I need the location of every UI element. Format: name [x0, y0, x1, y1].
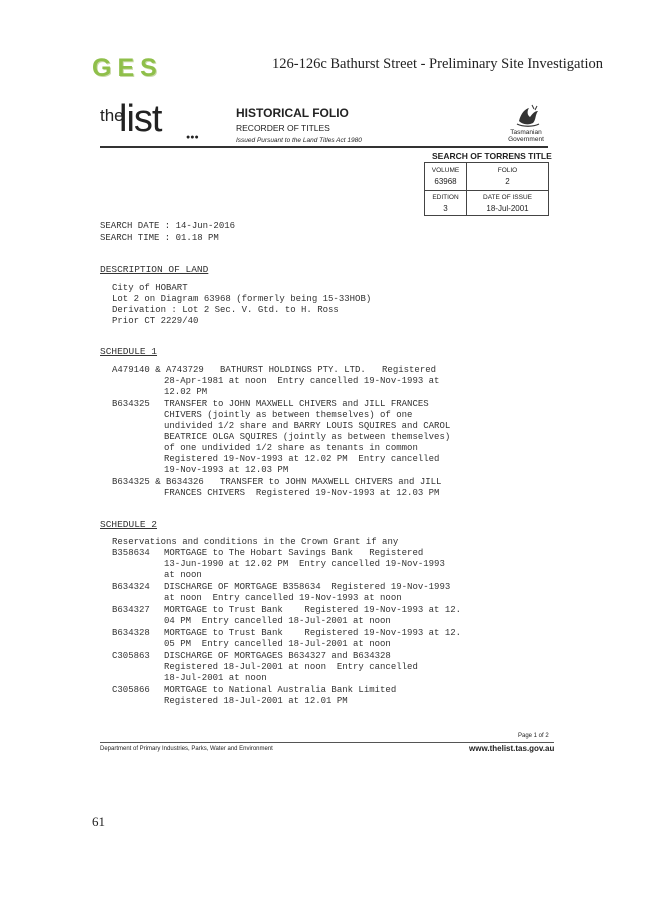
volume-value: 63968: [434, 177, 457, 186]
schedule-2-entry-line: MORTGAGE to Trust Bank Registered 19-Nov-1993 at 12.: [164, 605, 462, 615]
schedule-2-entry-line: 04 PM Entry cancelled 18-Jul-2001 at noon: [164, 616, 391, 626]
schedule-1-entry-line: Registered 19-Nov-1993 at 12.02 PM Entry cancelled: [164, 454, 440, 464]
edition-value: 3: [443, 204, 448, 213]
schedule-2-entry-ref: B634328: [112, 628, 150, 638]
schedule-1-entry-ref: A479140 & A743729: [112, 365, 204, 375]
schedule-1-entry-line: BEATRICE OLGA SQUIRES (jointly as between themselves): [164, 432, 451, 442]
folio-value: 2: [505, 177, 510, 186]
title-reference-box: [424, 162, 549, 216]
schedule-2-entry-line: at noon Entry cancelled 19-Nov-1993 at noon: [164, 593, 402, 603]
schedule-2-entry-line: MORTGAGE to The Hobart Savings Bank Registered: [164, 548, 424, 558]
schedule-2-entry-line: DISCHARGE OF MORTGAGE B358634 Registered 19-Nov-1993: [164, 582, 451, 592]
description-line: Lot 2 on Diagram 63968 (formerly being 15-33HOB): [112, 294, 372, 304]
schedule-1-entry-line: 28-Apr-1981 at noon Entry cancelled 19-Nov-1993 at: [164, 376, 440, 386]
issued-pursuant-text: Issued Pursuant to the Land Titles Act 1980: [236, 137, 362, 144]
description-line: Prior CT 2229/40: [112, 316, 199, 326]
footer-rule: [100, 742, 554, 743]
date-of-issue-label: DATE OF ISSUE: [483, 194, 532, 201]
schedule-2-entry-ref: C305866: [112, 685, 150, 695]
schedule-1-entry-line: 19-Nov-1993 at 12.03 PM: [164, 465, 289, 475]
tasmanian-government-text: [500, 129, 552, 143]
tasmanian-government-logo-icon: [505, 103, 550, 129]
thelist-logo: [97, 98, 212, 146]
schedule-1-entry-line: BATHURST HOLDINGS PTY. LTD. Registered: [220, 365, 437, 375]
schedule-1-entry-line: 12.02 PM: [164, 387, 208, 397]
schedule-2-entry-line: 05 PM Entry cancelled 18-Jul-2001 at noon: [164, 639, 391, 649]
search-date: SEARCH DATE : 14-Jun-2016: [100, 221, 236, 231]
schedule-2-entry-ref: B358634: [112, 548, 150, 558]
schedule-2-intro: Reservations and conditions in the Crown Grant if any: [112, 537, 399, 547]
date-of-issue-value: 18-Jul-2001: [486, 204, 529, 213]
schedule-2-entry-line: Registered 18-Jul-2001 at noon Entry cancelled: [164, 662, 418, 672]
thelist-logo-dots: ●●●: [186, 134, 199, 141]
search-time: SEARCH TIME : 01.18 PM: [100, 233, 219, 243]
schedule-1-entry-line: TRANSFER to JOHN MAXWELL CHIVERS and JILL: [220, 477, 442, 487]
schedule-2-entry-ref: B634324: [112, 582, 150, 592]
schedule-2-entry-line: at noon: [164, 570, 202, 580]
schedule-1-entry-line: TRANSFER to JOHN MAXWELL CHIVERS and JILL FRANCES: [164, 399, 429, 409]
schedule-2-entry-ref: B634327: [112, 605, 150, 615]
schedule-1-entry-ref: B634325 & B634326: [112, 477, 204, 487]
header-rule: [100, 146, 548, 148]
ges-logo: [92, 54, 188, 84]
schedule-1-entry-line: CHIVERS (jointly as between themselves) of one: [164, 410, 413, 420]
volume-label: VOLUME: [431, 167, 460, 174]
ges-logo-text: GES: [92, 54, 163, 82]
schedule-1-entry-line: of one undivided 1/2 share as tenants in common: [164, 443, 418, 453]
schedule-1-entry-ref: B634325: [112, 399, 150, 409]
page-indicator: Page 1 of 2: [518, 733, 549, 739]
thelist-logo-list: list: [119, 98, 162, 140]
schedule-2-entry-line: MORTGAGE to Trust Bank Registered 19-Nov-1993 at 12.: [164, 628, 462, 638]
gov-text-line-2: Government: [508, 136, 544, 143]
schedule-2-entry-line: Registered 18-Jul-2001 at 12.01 PM: [164, 696, 348, 706]
document-header-title: 126-126c Bathurst Street - Preliminary Site Investigation: [272, 56, 604, 72]
recorder-of-titles: RECORDER OF TITLES: [236, 123, 330, 133]
schedule-2-entry-line: 18-Jul-2001 at noon: [164, 673, 267, 683]
folio-label: FOLIO: [497, 167, 518, 174]
footer-department: Department of Primary Industries, Parks, Water and Environment: [100, 746, 273, 752]
schedule-1-heading: SCHEDULE 1: [100, 346, 158, 357]
schedule-2-entry-ref: C305863: [112, 651, 150, 661]
description-line: Derivation : Lot 2 Sec. V. Gtd. to H. Ross: [112, 305, 339, 315]
schedule-2-entry-line: MORTGAGE to National Australia Bank Limited: [164, 685, 397, 695]
schedule-2-entry-line: 13-Jun-1990 at 12.02 PM Entry cancelled 19-Nov-1993: [164, 559, 445, 569]
description-heading: DESCRIPTION OF LAND: [100, 264, 209, 275]
search-of-torrens-title: SEARCH OF TORRENS TITLE: [432, 151, 552, 161]
schedule-1-entry-line: FRANCES CHIVERS Registered 19-Nov-1993 at 12.03 PM: [164, 488, 440, 498]
schedule-2-heading: SCHEDULE 2: [100, 519, 158, 530]
schedule-2-entry-line: DISCHARGE OF MORTGAGES B634327 and B634328: [164, 651, 391, 661]
description-line: City of HOBART: [112, 283, 188, 293]
title-box-divider-horizontal: [425, 190, 548, 191]
edition-label: EDITION: [432, 194, 459, 201]
schedule-1-entry-line: undivided 1/2 share and BARRY LOUIS SQUIRES and CAROL: [164, 421, 451, 431]
document-page-number: 61: [92, 814, 105, 829]
gov-text-line-1: Tasmanian: [510, 129, 542, 136]
footer-url: www.thelist.tas.gov.au: [469, 744, 555, 753]
historical-folio-title: HISTORICAL FOLIO: [236, 106, 349, 120]
thelist-logo-the: the: [100, 106, 124, 125]
